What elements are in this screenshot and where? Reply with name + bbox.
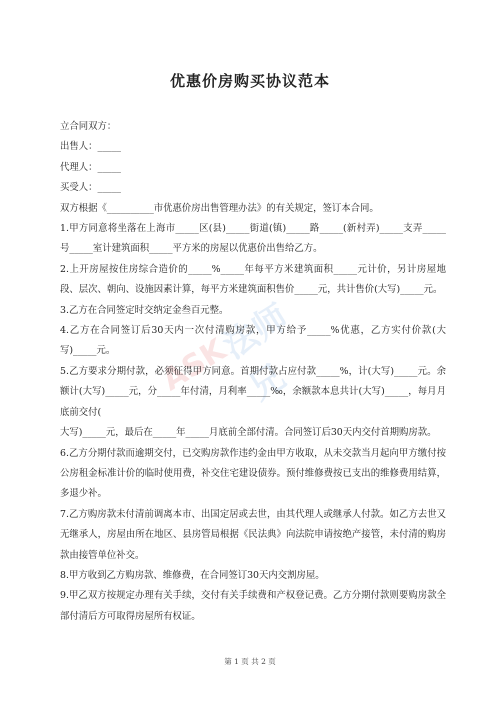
document-body (60, 117, 446, 627)
clause-1: 1.甲方同意将坐落在上海市_____区(县)_____街道(镇)_____路_____(新村弄)_____支弄_____号_____室计建筑面积_____平方米的房屋以优惠价出售给乙方。 (60, 223, 446, 255)
paragraph-seller: 出售人：_____ (60, 141, 121, 153)
clause-2: 2.上开房屋按住房综合造价的_____%_____年每平方米建筑面积_____元计价，另计房屋地段、层次、朝向、设施因素计算，每平方米建筑面积售价_____元，共计售价(大写)_____元。 (60, 263, 446, 296)
clause-3: 3.乙方在合同签定时交纳定金叁百元整。 (60, 304, 229, 316)
watermark-logo: ASK 法师兄 (155, 297, 296, 409)
paragraph-buyer: 买受人：_____ (60, 182, 121, 194)
clause-8: 8.甲方收到乙方购房款、维修费，在合同签订30天内交割房屋。 (60, 569, 325, 581)
paragraph-agent: 代理人：_____ (60, 161, 121, 173)
clause-4: 4.乙方在合同签订后30天内一次付清购房款，甲方给予_____%优惠，乙方实付价款(大写)_____元。 (60, 325, 446, 357)
clause-7: 7.乙方购房款未付清前调离本市、出国定居或去世，由其代理人或继承人付款。如乙方去世又无继承人，房屋由所在地区、县房管局根据《民法典》向法院申请按绝产接管，未付清的购房款由接管单位补交。 (60, 508, 446, 561)
clause-6: 6.乙方分期付款而逾期交付，已交购房款作违约金由甲方收取，从未交款当月起向甲方缴付按公房租金标准计价的临时使用费，补交住宅建设债券。预付维修费按已支出的维修费用结算，多退少补。 (60, 447, 446, 500)
document-title: 优惠价房购买协议范本 (169, 72, 330, 90)
paragraph-parties: 立合同双方： (60, 121, 117, 132)
page-footer: 第 1 页 共 2 页 (224, 657, 276, 666)
clause-5: 5.乙方要求分期付款，必须征得甲方同意。首期付款占应付款_____%，计(大写)_____元。余额计(大写)_____元，分_____年付清，月利率_____‰，余额款本息共计(大写)_____，每月月底前交付( (60, 365, 446, 418)
clause-9: 9.甲乙双方按规定办理有关手续，交付有关手续费和产权登记费。乙方分期付款则要购房款全部付清后方可取得房屋所有权证。 (60, 590, 446, 622)
paragraph-basis: 双方根据《__________市优惠价房出售管理办法》的有关规定，签订本合同。 (60, 202, 379, 214)
clause-5-continued: 大写)_____元，最后在_____年_____月底前全部付清。合同签订后30天内交付首期购房款。 (60, 427, 437, 439)
